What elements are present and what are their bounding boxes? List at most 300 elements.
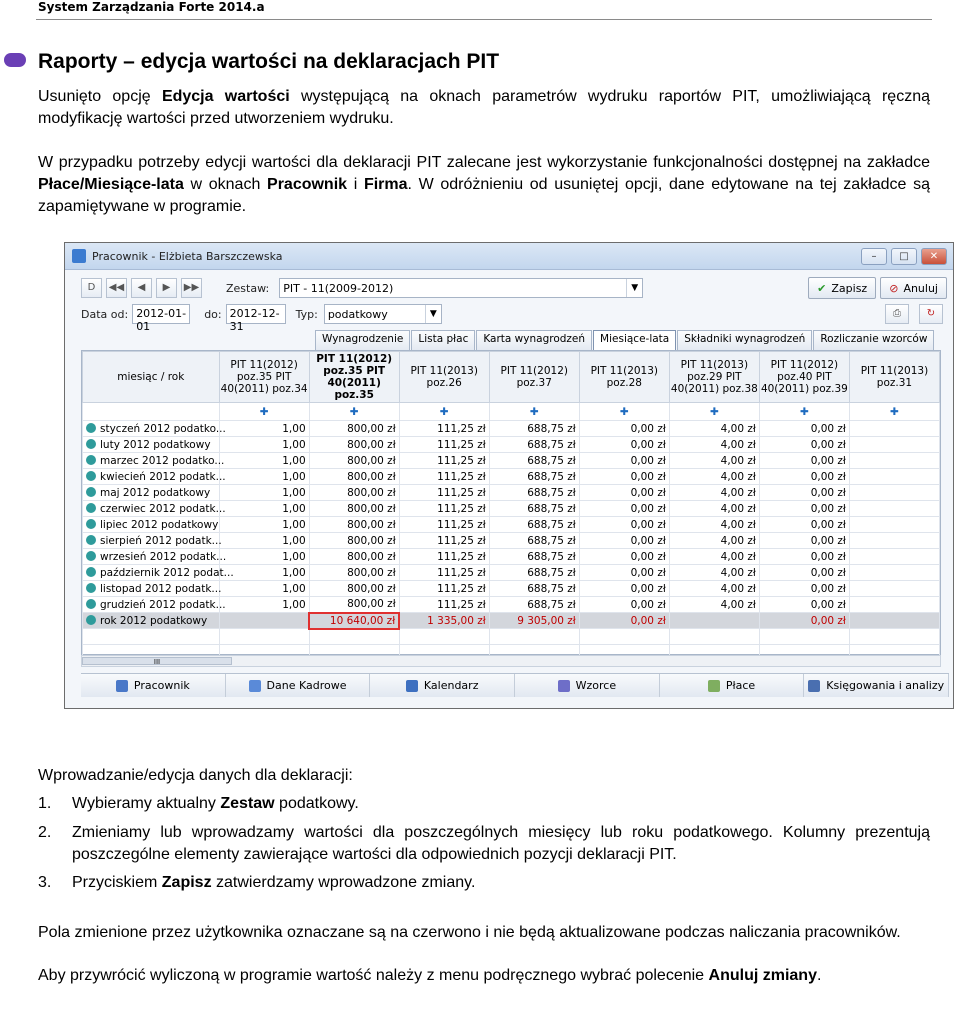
month-label: luty 2012 podatkowy — [100, 438, 211, 451]
value-cell[interactable]: 0,00 zł — [759, 469, 849, 485]
value-cell[interactable]: 111,25 zł — [399, 549, 489, 565]
tab-miesiace-lata[interactable]: Miesiące-lata — [593, 330, 676, 350]
value-cell[interactable]: 1,00 — [219, 517, 309, 533]
value-cell[interactable]: 688,75 zł — [489, 581, 579, 597]
value-cell[interactable]: 688,75 zł — [489, 549, 579, 565]
value-cell[interactable]: 111,25 zł — [399, 485, 489, 501]
month-cell[interactable] — [83, 501, 226, 517]
header-line: poz.40 PIT — [777, 371, 832, 383]
bottom-place-button[interactable] — [660, 674, 805, 697]
value-cell[interactable]: 4,00 zł — [669, 501, 759, 517]
toolbar-row — [81, 277, 947, 299]
value-cell[interactable]: 0,00 zł — [579, 453, 669, 469]
month-cell[interactable] — [83, 581, 220, 597]
empty-cell — [489, 629, 579, 645]
data-grid — [81, 350, 941, 655]
text: Przyciskiem — [72, 874, 162, 891]
value-cell[interactable]: 4,00 zł — [669, 549, 759, 565]
month-label: kwiecień 2012 podatk... — [100, 470, 226, 483]
value-cell[interactable]: 111,25 zł — [399, 453, 489, 469]
header-line: PIT 11(2013) — [590, 365, 659, 377]
value-cell[interactable]: 688,75 zł — [489, 453, 579, 469]
header-line: 40(2011) poz.35 — [327, 377, 381, 401]
text: i — [347, 176, 364, 193]
tab-skladniki-wynagrodzen[interactable]: Składniki wynagrodzeń — [677, 330, 812, 350]
dataod-label: Data od: — [81, 307, 129, 321]
value-cell[interactable]: 111,25 zł — [399, 437, 489, 453]
instruction-step-2 — [38, 822, 930, 866]
table-row[interactable] — [83, 453, 940, 469]
value-cell[interactable]: 1,00 — [219, 549, 309, 565]
header-line: 40(2011) poz.34 — [220, 383, 308, 395]
value-cell[interactable]: 0,00 zł — [759, 437, 849, 453]
value-cell[interactable]: 111,25 zł — [399, 501, 489, 517]
value-cell[interactable] — [849, 421, 939, 437]
value-cell[interactable]: 4,00 zł — [669, 581, 759, 597]
column-header[interactable] — [489, 352, 579, 403]
value-cell[interactable] — [219, 613, 309, 629]
nav-prev-button[interactable]: ◀ — [131, 278, 152, 298]
month-label: listopad 2012 podatk... — [100, 582, 222, 595]
typ-select[interactable] — [324, 304, 442, 324]
add-icon[interactable]: ✚ — [849, 403, 939, 421]
value-cell[interactable] — [849, 533, 939, 549]
text: podatkowy. — [274, 795, 359, 812]
value-cell[interactable]: 688,75 zł — [489, 565, 579, 581]
value-cell[interactable]: 0,00 zł — [579, 533, 669, 549]
value-cell[interactable]: 4,00 zł — [669, 421, 759, 437]
value-cell[interactable] — [849, 517, 939, 533]
value-cell[interactable]: 800,00 zł — [309, 501, 399, 517]
add-icon[interactable]: ✚ — [489, 403, 579, 421]
bottom-navigation — [81, 673, 949, 697]
add-icon[interactable]: ✚ — [669, 403, 759, 421]
empty-cell — [849, 629, 939, 645]
value-cell[interactable]: 0,00 zł — [759, 597, 849, 613]
table-row[interactable] — [83, 437, 940, 453]
value-cell[interactable]: 1,00 — [219, 565, 309, 581]
bold-text: Zestaw — [220, 795, 275, 812]
instruction-step-3 — [38, 872, 930, 894]
paragraph-removed-option — [38, 86, 930, 130]
column-header[interactable] — [309, 352, 399, 403]
table-row[interactable] — [83, 597, 940, 613]
month-label: styczeń 2012 podatko... — [100, 422, 226, 435]
value-cell[interactable]: 0,00 zł — [759, 453, 849, 469]
table-row[interactable] — [83, 517, 940, 533]
value-cell[interactable] — [849, 485, 939, 501]
value-cell[interactable]: 0,00 zł — [579, 581, 669, 597]
chevron-down-icon: ▼ — [425, 305, 441, 323]
month-cell[interactable] — [83, 549, 227, 565]
column-header[interactable] — [579, 352, 669, 403]
value-cell[interactable] — [849, 453, 939, 469]
value-cell[interactable]: 4,00 zł — [669, 485, 759, 501]
value-cell[interactable]: 111,25 zł — [399, 421, 489, 437]
text: . W odróżnieniu od usuniętej opcji, dane edytowane na tej zakładce są zapamiętywane w programie. — [38, 176, 931, 215]
month-label: rok 2012 podatkowy — [100, 614, 208, 627]
header-line: PIT 11(2013) — [860, 365, 929, 377]
bottom-pracownik-button[interactable] — [81, 674, 226, 697]
value-cell[interactable]: 4,00 zł — [669, 469, 759, 485]
header-line: PIT 11(2012) — [230, 359, 298, 371]
row-status-icon — [86, 487, 96, 497]
nav-d-button[interactable]: D — [81, 278, 102, 298]
add-row-cell — [83, 403, 220, 421]
row-status-icon — [86, 567, 96, 577]
check-icon: ✔ — [817, 281, 827, 295]
instruction-step-1 — [38, 793, 930, 815]
month-cell[interactable] — [83, 437, 220, 453]
text: występującą na oknach parametrów wydruku raportów PIT, umożliwiającą ręczną modyfikację wartości przed utworzeniem wydruku. — [38, 88, 930, 127]
empty-cell — [399, 629, 489, 645]
value-cell[interactable]: 0,00 zł — [759, 485, 849, 501]
header-line: 40(2011) poz.39 — [760, 383, 848, 395]
tab-lista-plac[interactable]: Lista płac — [411, 330, 475, 350]
text: W przypadku potrzeby edycji wartości dla deklaracji PIT zalecane jest wykorzystanie funkcjonalności dostępnej na zakładce — [38, 154, 930, 171]
header-line: poz.29 PIT — [687, 371, 742, 383]
value-cell[interactable]: 1,00 — [219, 453, 309, 469]
header-divider — [36, 19, 932, 20]
table-row[interactable] — [83, 485, 940, 501]
table-row[interactable] — [83, 549, 940, 565]
column-header[interactable] — [399, 352, 489, 403]
text: Usunięto opcję — [38, 88, 162, 105]
bottom-label: Księgowania i analizy — [826, 679, 945, 692]
value-cell[interactable]: 1,00 — [219, 581, 309, 597]
value-cell[interactable]: 688,75 zł — [489, 533, 579, 549]
employee-window — [64, 242, 954, 709]
value-cell[interactable]: 4,00 zł — [669, 517, 759, 533]
table-row[interactable] — [83, 501, 940, 517]
value-cell[interactable]: 688,75 zł — [489, 421, 579, 437]
app-icon — [72, 249, 86, 263]
maximize-button[interactable]: □ — [891, 248, 917, 265]
month-label: czerwiec 2012 podatk... — [100, 502, 226, 515]
value-cell[interactable]: 0,00 zł — [759, 421, 849, 437]
value-cell[interactable]: 0,00 zł — [579, 501, 669, 517]
month-label: październik 2012 podat... — [100, 566, 234, 579]
value-cell[interactable]: 0,00 zł — [759, 565, 849, 581]
bottom-label: Płace — [725, 679, 756, 692]
table-row[interactable] — [83, 565, 940, 581]
zestaw-select[interactable] — [279, 278, 643, 298]
value-cell[interactable]: 1,00 — [219, 533, 309, 549]
add-icon[interactable]: ✚ — [579, 403, 669, 421]
row-status-icon — [86, 599, 96, 609]
empty-cell — [759, 629, 849, 645]
empty-cell — [579, 629, 669, 645]
row-status-icon — [86, 423, 96, 433]
value-cell[interactable] — [849, 613, 939, 629]
month-cell[interactable] — [83, 533, 220, 549]
bold-text: Pracownik — [267, 176, 348, 193]
value-cell[interactable] — [849, 549, 939, 565]
table-row[interactable] — [83, 421, 940, 437]
paragraph-recommendation — [38, 152, 930, 218]
cancel-label: Anuluj — [903, 281, 938, 295]
value-cell[interactable]: 111,25 zł — [399, 469, 489, 485]
table-row[interactable] — [83, 533, 940, 549]
accounting-icon — [808, 680, 820, 692]
value-cell[interactable]: 0,00 zł — [579, 421, 669, 437]
empty-cell — [83, 629, 220, 645]
month-cell[interactable] — [83, 565, 234, 581]
tab-karta-wynagrodzen[interactable]: Karta wynagrodzeń — [476, 330, 592, 350]
document-header: System Zarządzania Forte 2014.a — [38, 0, 265, 14]
value-cell[interactable]: 0,00 zł — [579, 565, 669, 581]
month-label: marzec 2012 podatko... — [100, 454, 225, 467]
value-cell[interactable]: 800,00 zł — [309, 421, 399, 437]
header-line: PIT 11(2012) — [500, 365, 568, 377]
header-line: poz.35 PIT — [236, 371, 292, 383]
step-number: 1. — [38, 795, 52, 812]
month-cell[interactable] — [83, 469, 226, 485]
value-cell[interactable]: 1,00 — [219, 485, 309, 501]
save-button[interactable] — [808, 277, 876, 299]
bottom-dane-kadrowe-button[interactable] — [226, 674, 371, 697]
month-label: grudzień 2012 podatk... — [100, 598, 226, 611]
step-number: 3. — [38, 874, 52, 891]
zestaw-value: PIT - 11(2009-2012) — [283, 281, 394, 295]
chevron-down-icon: ▼ — [626, 279, 642, 297]
month-cell[interactable] — [83, 453, 225, 469]
tab-wynagrodzenie[interactable]: Wynagrodzenie — [315, 330, 410, 350]
minimize-button[interactable]: – — [861, 248, 887, 265]
header-line: poz.31 — [876, 377, 913, 389]
tab-rozliczanie-wzorcow[interactable]: Rozliczanie wzorców — [813, 330, 934, 350]
empty-cell — [309, 629, 399, 645]
value-cell[interactable]: 0,00 zł — [579, 485, 669, 501]
filter-row — [81, 303, 947, 333]
value-cell[interactable] — [669, 613, 759, 629]
bottom-label: Wzorce — [575, 679, 617, 692]
value-cell[interactable]: 0,00 zł — [759, 501, 849, 517]
bottom-label: Pracownik — [133, 679, 190, 692]
row-status-icon — [86, 455, 96, 465]
save-label: Zapisz — [831, 281, 868, 295]
month-label: lipiec 2012 podatkowy — [100, 518, 219, 531]
value-cell[interactable]: 9 305,00 zł — [489, 613, 579, 629]
value-cell[interactable]: 0,00 zł — [759, 581, 849, 597]
header-line: PIT 11(2013) — [680, 359, 749, 371]
month-label: wrzesień 2012 podatk... — [100, 550, 227, 563]
edited-value-cell[interactable]: 10 640,00 zł — [309, 613, 399, 629]
section-title: Raporty – edycja wartości na deklaracjach PIT — [38, 50, 500, 73]
horizontal-scrollbar[interactable] — [81, 655, 941, 667]
nav-first-button[interactable]: ◀◀ — [106, 278, 127, 298]
table-row[interactable] — [83, 469, 940, 485]
value-cell[interactable] — [849, 437, 939, 453]
empty-row — [83, 629, 940, 645]
header-line: PIT 11(2013) — [410, 365, 478, 377]
value-cell[interactable]: 688,75 zł — [489, 469, 579, 485]
personnel-data-icon — [249, 680, 261, 692]
row-status-icon — [86, 535, 96, 545]
value-cell[interactable]: 800,00 zł — [309, 565, 399, 581]
value-cell[interactable]: 688,75 zł — [489, 485, 579, 501]
value-cell[interactable]: 4,00 zł — [669, 437, 759, 453]
month-cell[interactable] — [83, 421, 226, 437]
value-cell[interactable]: 1,00 — [219, 469, 309, 485]
text: Wybieramy aktualny — [72, 795, 221, 812]
value-cell[interactable]: 688,75 zł — [489, 517, 579, 533]
empty-cell — [669, 629, 759, 645]
header-line: PIT 11(2012) — [316, 353, 393, 365]
value-cell[interactable]: 0,00 zł — [759, 549, 849, 565]
value-cell[interactable]: 0,00 zł — [579, 597, 669, 613]
add-icon[interactable]: ✚ — [399, 403, 489, 421]
value-cell[interactable]: 0,00 zł — [759, 613, 849, 629]
row-status-icon — [86, 551, 96, 561]
tab-bar — [315, 330, 949, 350]
paragraph-red-fields: Pola zmienione przez użytkownika oznaczane są na czerwono i nie będą aktualizowane podczas naliczania pracowników. — [38, 924, 901, 941]
header-line: PIT 11(2012) — [770, 359, 839, 371]
nav-last-button[interactable]: ▶▶ — [181, 278, 202, 298]
bold-text: Anuluj zmiany — [708, 967, 817, 984]
dataod-input[interactable]: 2012-01-01 — [132, 304, 190, 324]
person-icon — [116, 680, 128, 692]
nav-next-button[interactable]: ▶ — [156, 278, 177, 298]
column-header[interactable] — [849, 352, 939, 403]
value-cell[interactable]: 800,00 zł — [309, 533, 399, 549]
value-cell[interactable]: 111,25 zł — [399, 533, 489, 549]
month-cell[interactable] — [83, 485, 220, 501]
scroll-thumb[interactable]: III — [82, 657, 232, 665]
zestaw-label: Zestaw: — [226, 281, 270, 295]
value-cell[interactable]: 111,25 zł — [399, 565, 489, 581]
bold-text: Edycja wartości — [161, 88, 290, 105]
value-cell[interactable]: 4,00 zł — [669, 533, 759, 549]
patterns-icon — [558, 680, 570, 692]
value-cell[interactable]: 0,00 zł — [579, 517, 669, 533]
header-line: poz.26 — [426, 377, 462, 389]
add-icon[interactable]: ✚ — [759, 403, 849, 421]
value-cell[interactable] — [849, 565, 939, 581]
row-status-icon — [86, 471, 96, 481]
month-label: maj 2012 podatkowy — [100, 486, 211, 499]
column-header[interactable] — [219, 352, 309, 403]
typ-label: Typ: — [295, 307, 318, 321]
row-status-icon — [86, 615, 96, 625]
value-cell[interactable]: 1,00 — [219, 597, 309, 613]
value-cell[interactable]: 688,75 zł — [489, 501, 579, 517]
row-status-icon — [86, 583, 96, 593]
bold-text: Firma — [363, 176, 408, 193]
window-titlebar — [65, 243, 953, 270]
column-header[interactable] — [669, 352, 759, 403]
text: Aby przywrócić wyliczoną w programie wartość należy z menu podręcznego wybrać polecenie — [38, 967, 709, 984]
bottom-label: Kalendarz — [423, 679, 479, 692]
value-cell[interactable]: 0,00 zł — [759, 517, 849, 533]
value-cell[interactable]: 111,25 zł — [399, 597, 489, 613]
cancel-icon: ⊘ — [889, 281, 899, 295]
table-row-total[interactable] — [83, 613, 940, 629]
step-number: 2. — [38, 824, 52, 841]
value-cell[interactable]: 0,00 zł — [579, 549, 669, 565]
refresh-icon[interactable]: ↻ — [919, 304, 943, 324]
value-cell[interactable]: 800,00 zł — [309, 453, 399, 469]
step-text: Zmieniamy lub wprowadzamy wartości dla poszczególnych miesięcy lub roku podatkowego. Kolumny prezentują poszczególne elementy zawierające wartości dla odpowiednich pozycji deklaracji PIT. — [72, 824, 930, 863]
month-label: sierpień 2012 podatk... — [100, 534, 222, 547]
print-icon[interactable]: ⎙ — [885, 304, 909, 324]
bottom-label: Dane Kadrowe — [266, 679, 347, 692]
row-status-icon — [86, 519, 96, 529]
calendar-icon — [406, 680, 418, 692]
value-cell[interactable]: 0,00 zł — [579, 469, 669, 485]
row-status-icon — [86, 439, 96, 449]
value-cell[interactable] — [849, 597, 939, 613]
add-icon[interactable]: ✚ — [309, 403, 399, 421]
do-input[interactable]: 2012-12-31 — [226, 304, 286, 324]
section-bullet-icon — [4, 53, 26, 67]
value-cell[interactable] — [849, 469, 939, 485]
close-button[interactable]: ✕ — [921, 248, 947, 265]
value-cell[interactable] — [849, 501, 939, 517]
value-cell[interactable]: 1,00 — [219, 437, 309, 453]
value-cell[interactable]: 800,00 zł — [309, 485, 399, 501]
bold-text: Płace/Miesiące-lata — [38, 176, 184, 193]
value-cell[interactable]: 800,00 zł — [309, 581, 399, 597]
value-cell[interactable]: 1 335,00 zł — [399, 613, 489, 629]
value-cell[interactable]: 688,75 zł — [489, 437, 579, 453]
column-header[interactable] — [759, 352, 849, 403]
table-row[interactable] — [83, 581, 940, 597]
value-cell[interactable]: 0,00 zł — [759, 533, 849, 549]
value-cell[interactable]: 800,00 zł — [309, 469, 399, 485]
value-cell[interactable]: 4,00 zł — [669, 597, 759, 613]
value-cell[interactable]: 800,00 zł — [309, 517, 399, 533]
value-cell[interactable]: 4,00 zł — [669, 565, 759, 581]
empty-cell — [219, 629, 309, 645]
value-cell[interactable]: 4,00 zł — [669, 453, 759, 469]
bottom-kalendarz-button[interactable] — [370, 674, 515, 697]
row-status-icon — [86, 503, 96, 513]
header-line: poz.35 PIT — [323, 365, 386, 377]
value-cell[interactable] — [849, 581, 939, 597]
bottom-wzorce-button[interactable] — [515, 674, 660, 697]
value-cell[interactable]: 0,00 zł — [579, 613, 669, 629]
instructions-intro: Wprowadzanie/edycja danych dla deklaracji: — [38, 767, 353, 784]
text: . — [816, 967, 822, 984]
cancel-button[interactable] — [880, 277, 947, 299]
text: zatwierdzamy wprowadzone zmiany. — [211, 874, 476, 891]
value-cell[interactable]: 111,25 zł — [399, 581, 489, 597]
value-cell[interactable]: 800,00 zł — [309, 597, 399, 613]
header-line: poz.28 — [606, 377, 642, 389]
text: w oknach — [183, 176, 268, 193]
value-cell[interactable]: 1,00 — [219, 501, 309, 517]
month-cell[interactable] — [83, 517, 220, 533]
add-icon[interactable]: ✚ — [219, 403, 309, 421]
value-cell[interactable]: 1,00 — [219, 421, 309, 437]
value-cell[interactable]: 111,25 zł — [399, 517, 489, 533]
typ-value: podatkowy — [327, 307, 388, 321]
value-cell[interactable]: 0,00 zł — [579, 437, 669, 453]
column-header-month[interactable]: miesiąc / rok — [83, 352, 220, 403]
month-cell[interactable] — [83, 613, 220, 629]
month-cell[interactable] — [83, 597, 226, 613]
bold-text: Zapisz — [161, 874, 212, 891]
window-title: Pracownik - Elżbieta Barszczewska — [92, 249, 283, 263]
value-cell[interactable]: 800,00 zł — [309, 549, 399, 565]
bottom-ksiegowania-button[interactable] — [804, 674, 949, 697]
header-line: poz.37 — [516, 377, 552, 389]
value-cell[interactable]: 688,75 zł — [489, 597, 579, 613]
header-line: 40(2011) poz.38 — [670, 383, 758, 395]
value-cell[interactable]: 800,00 zł — [309, 437, 399, 453]
paragraph-restore — [38, 965, 930, 987]
